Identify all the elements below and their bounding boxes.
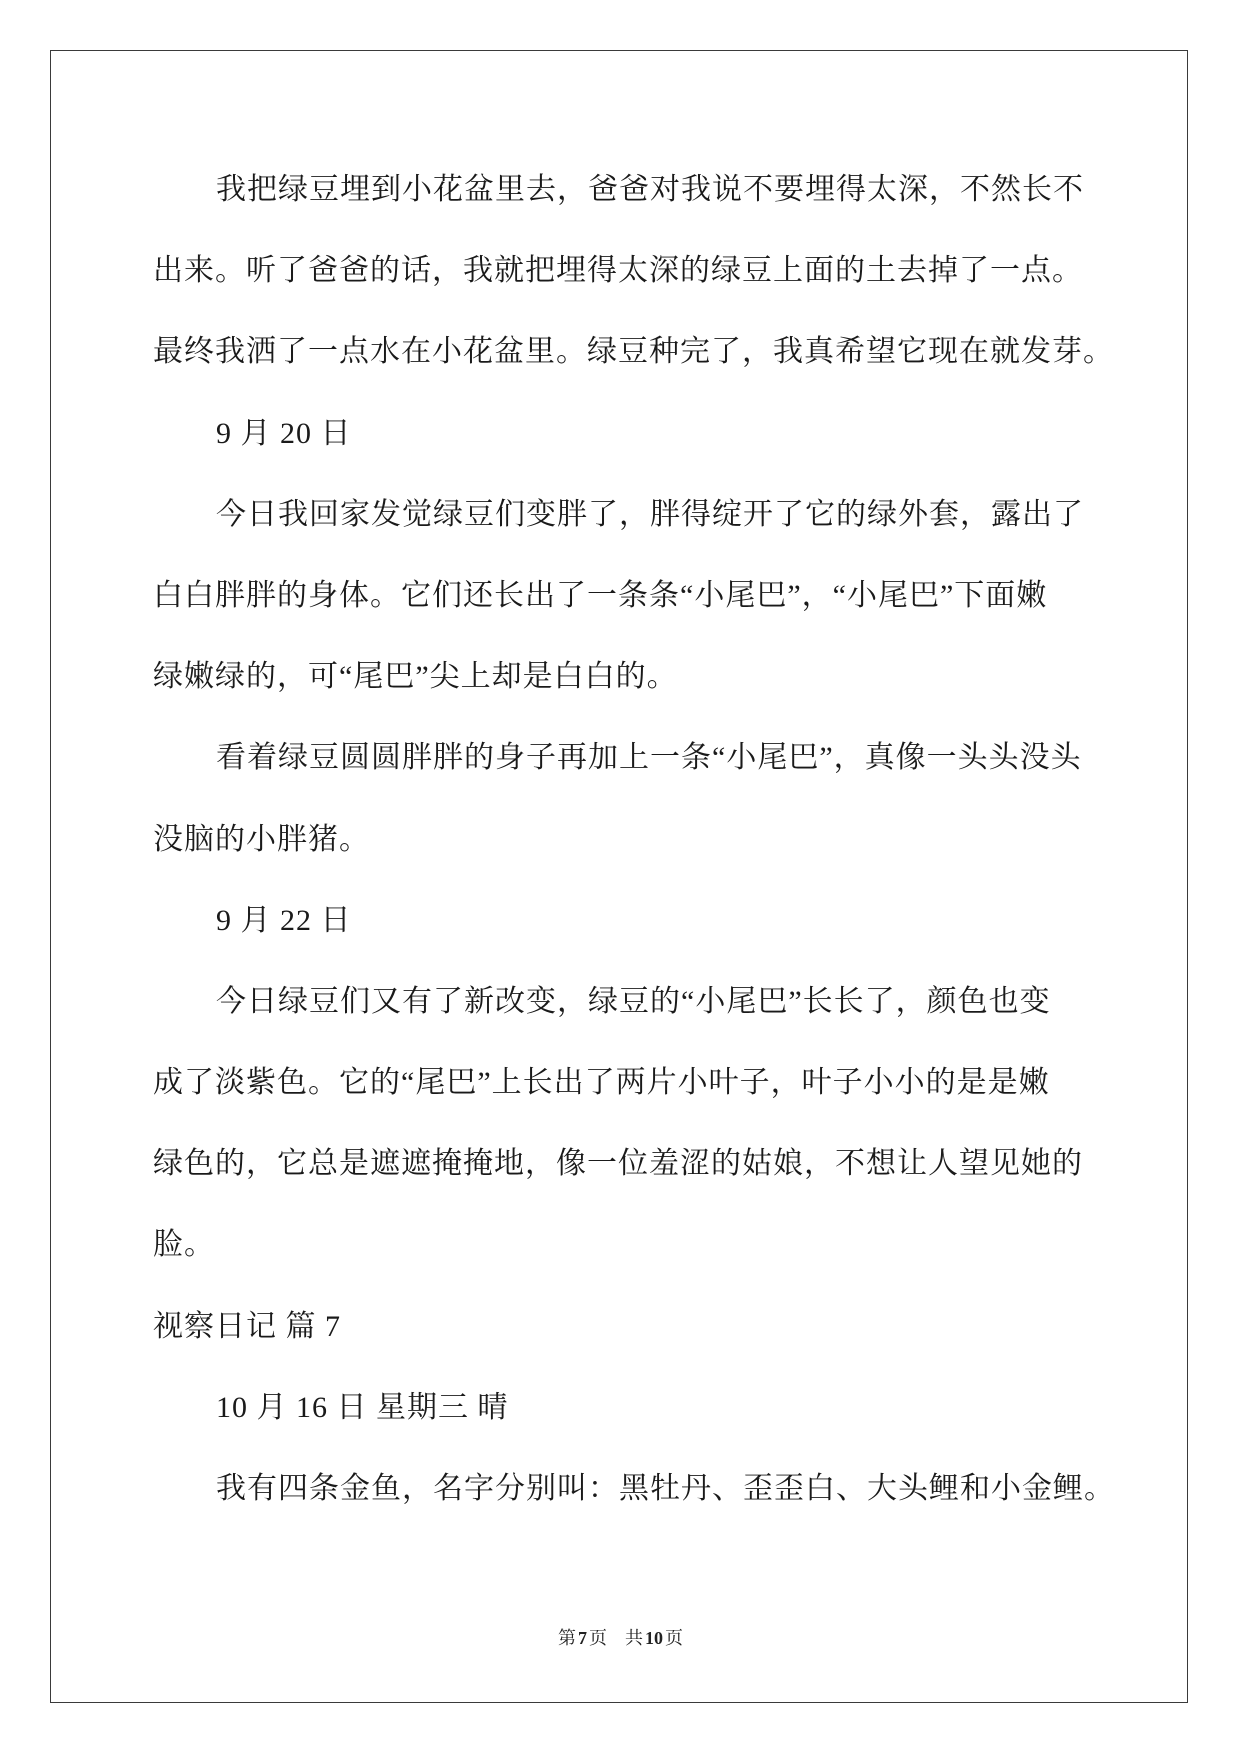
paragraph	[153, 1448, 1153, 1529]
entry-date-line: 10 月 16 日 星期三 晴	[216, 1390, 509, 1424]
paragraph-line: 白白胖胖的身体。它们还长出了一条条“小尾巴”，“小尾巴”下面嫩	[153, 578, 1048, 612]
paragraph	[153, 474, 1153, 718]
section-heading: 视察日记 篇 7	[153, 1309, 341, 1343]
total-pages: 10	[645, 1628, 663, 1648]
paragraph-line: 最终我洒了一点水在小花盆里。绿豆种完了，我真希望它现在就发芽。	[153, 335, 1114, 369]
entry-date	[153, 393, 1153, 474]
page-number-suffix: 页	[589, 1628, 607, 1648]
total-pages-prefix: 共	[625, 1628, 643, 1648]
paragraph	[153, 717, 1153, 879]
entry-date-line: 9 月 20 日	[216, 416, 352, 450]
document-body	[153, 149, 1153, 1529]
paragraph-line: 成了淡紫色。它的“尾巴”上长出了两片小叶子，叶子小小的是是嫩	[153, 1066, 1050, 1100]
total-pages-suffix: 页	[665, 1628, 683, 1648]
paragraph	[153, 961, 1153, 1286]
paragraph-line: 绿嫩绿的，可“尾巴”尖上却是白白的。	[153, 660, 678, 694]
page-footer	[0, 1625, 1241, 1651]
paragraph-line: 今日我回家发觉绿豆们变胖了，胖得绽开了它的绿外套，露出了	[216, 497, 1084, 531]
paragraph-line: 没脑的小胖猪。	[153, 822, 370, 856]
paragraph-line: 出来。听了爸爸的话，我就把埋得太深的绿豆上面的土去掉了一点。	[153, 254, 1083, 288]
paragraph-line: 我把绿豆埋到小花盆里去，爸爸对我说不要埋得太深，不然长不	[216, 173, 1084, 206]
paragraph	[153, 149, 1153, 393]
entry-date	[153, 880, 1153, 961]
paragraph-line: 绿色的，它总是遮遮掩掩地，像一位羞涩的姑娘，不想让人望见她的	[153, 1147, 1083, 1181]
entry-date-line: 9 月 22 日	[216, 903, 352, 937]
paragraph-line: 脸。	[153, 1228, 215, 1262]
page-number-prefix: 第	[558, 1628, 576, 1648]
paragraph-line: 看着绿豆圆圆胖胖的身子再加上一条“小尾巴”，真像一头头没头	[216, 741, 1082, 775]
page-number: 7	[578, 1628, 587, 1648]
paragraph-line: 我有四条金鱼，名字分别叫：黑牡丹、歪歪白、大头鲤和小金鲤。	[216, 1472, 1115, 1505]
paragraph-line: 今日绿豆们又有了新改变，绿豆的“小尾巴”长长了，颜色也变	[216, 984, 1051, 1018]
entry-date	[153, 1367, 1153, 1448]
